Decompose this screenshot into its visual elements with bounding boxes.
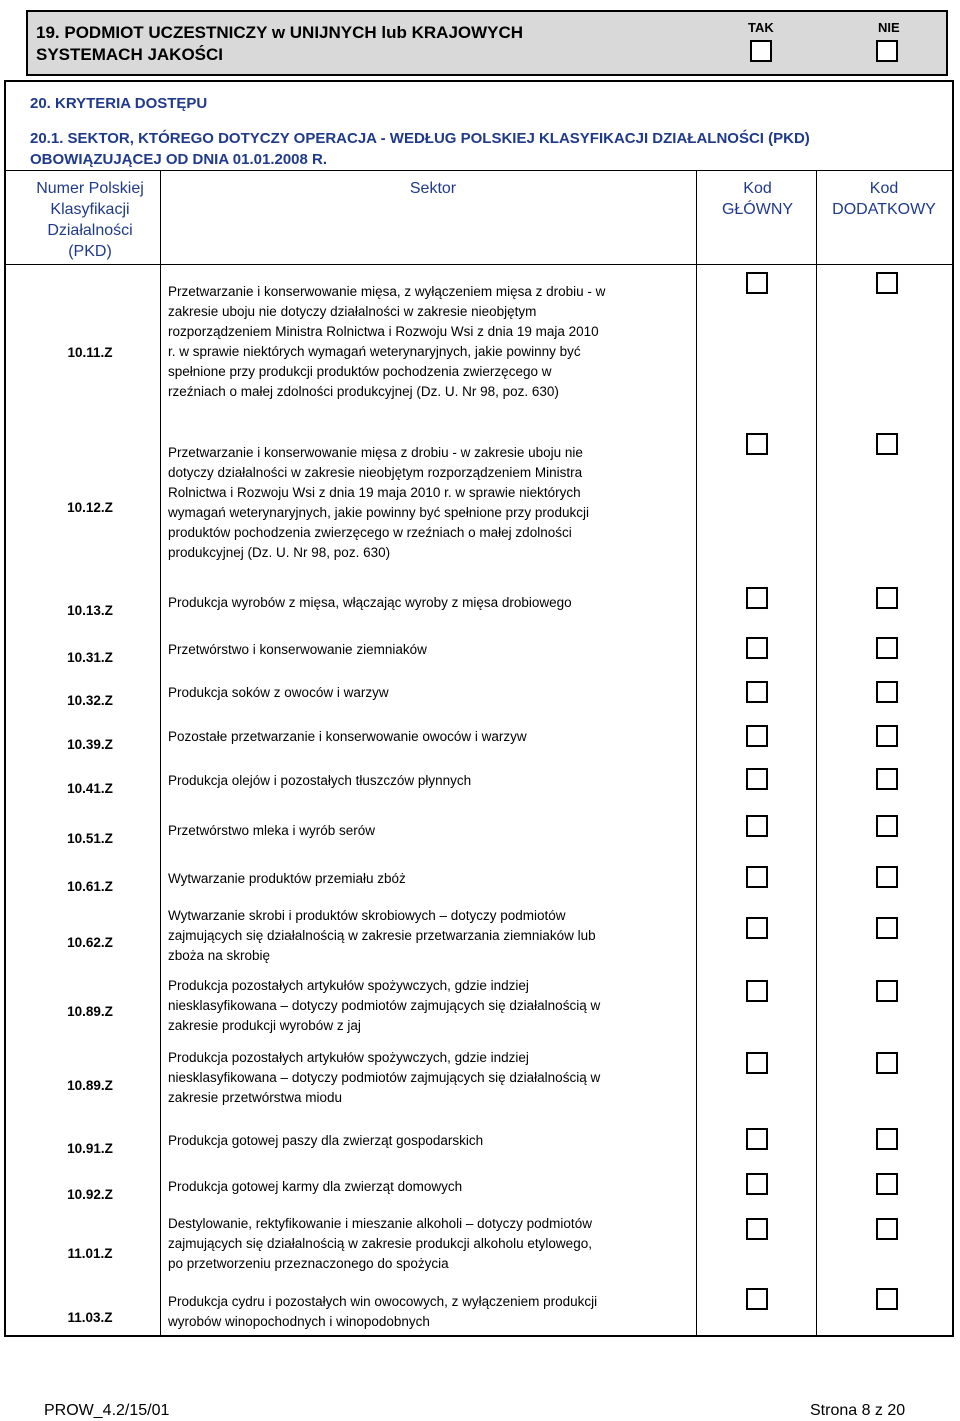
extra-code-line1: Kod	[869, 180, 899, 197]
yes-checkbox[interactable]	[750, 40, 772, 62]
pkd-code: 10.11.Z	[67, 345, 113, 360]
sector-description-line: niesklasyfikowana – dotyczy podmiotów zajmujących się działalnością w	[168, 998, 601, 1013]
main-code-checkbox[interactable]	[746, 1173, 768, 1195]
sector-description	[168, 443, 698, 563]
sector-description-line: rozporządzeniem Ministra Rolnictwa i Rozwoju Wsi z dnia 19 maja 2010	[168, 324, 599, 339]
extra-code-checkbox[interactable]	[876, 587, 898, 609]
sector-description	[168, 976, 698, 1036]
main-code-checkbox[interactable]	[746, 587, 768, 609]
extra-code-checkbox[interactable]	[876, 1218, 898, 1240]
sector-description-line: Produkcja pozostałych artykułów spożywczych, gdzie indziej	[168, 978, 529, 993]
extra-code-checkbox[interactable]	[876, 980, 898, 1002]
subsection-title-line1: 20.1. SEKTOR, KTÓREGO DOTYCZY OPERACJA - WEDŁUG POLSKIEJ KLASYFIKACJI DZIAŁALNOŚCI (PKD)	[30, 130, 810, 147]
sector-description-line: Produkcja soków z owoców i warzyw	[168, 685, 389, 700]
sector-description-line: Wytwarzanie skrobi i produktów skrobiowych – dotyczy podmiotów	[168, 908, 566, 923]
table-top-rule	[4, 170, 954, 171]
main-code-checkbox[interactable]	[746, 980, 768, 1002]
page-number: Strona 8 z 20	[810, 1402, 906, 1419]
column-header-main-code	[700, 178, 815, 220]
extra-code-checkbox[interactable]	[876, 866, 898, 888]
extra-code-checkbox[interactable]	[876, 725, 898, 747]
pkd-header-line1: Numer Polskiej	[36, 180, 144, 197]
subsection-title	[30, 128, 810, 170]
main-code-checkbox[interactable]	[746, 1218, 768, 1240]
sector-description-line: Przetwórstwo mleka i wyrób serów	[168, 823, 376, 838]
extra-code-checkbox[interactable]	[876, 637, 898, 659]
main-code-checkbox[interactable]	[746, 272, 768, 294]
sector-description-line: zboża na skrobię	[168, 948, 271, 963]
subsection-title-line2: OBOWIĄZUJĄCEJ OD DNIA 01.01.2008 R.	[30, 151, 328, 168]
pkd-code: 10.61.Z	[67, 879, 113, 894]
pkd-code: 10.62.Z	[67, 935, 113, 950]
table-divider-1	[160, 170, 161, 1337]
main-code-checkbox[interactable]	[746, 1052, 768, 1074]
main-code-checkbox[interactable]	[746, 725, 768, 747]
sector-description-line: Produkcja gotowej paszy dla zwierząt gospodarskich	[168, 1133, 484, 1148]
sector-description-line: r. w sprawie niektórych wymagań weterynaryjnych, jakie powinny być	[168, 344, 581, 359]
pkd-code: 10.92.Z	[67, 1187, 113, 1202]
pkd-header-line4: (PKD)	[68, 243, 112, 260]
main-code-checkbox[interactable]	[746, 681, 768, 703]
pkd-code: 10.32.Z	[67, 693, 113, 708]
extra-code-checkbox[interactable]	[876, 681, 898, 703]
sector-description	[168, 1131, 698, 1151]
column-header-pkd	[30, 178, 150, 262]
sector-description-line: Przetwórstwo i konserwowanie ziemniaków	[168, 642, 427, 657]
table-divider-3	[816, 170, 817, 1337]
extra-code-checkbox[interactable]	[876, 815, 898, 837]
pkd-code: 11.03.Z	[67, 1310, 113, 1325]
pkd-code: 10.91.Z	[67, 1141, 113, 1156]
sector-description	[168, 1177, 698, 1197]
sector-description-line: zakresie przetwórstwa miodu	[168, 1090, 343, 1105]
sector-description-line: zakresie uboju nie dotyczy działalności w zakresie nieobjętym	[168, 304, 537, 319]
sector-description-line: Wytwarzanie produktów przemiału zbóż	[168, 871, 406, 886]
extra-code-checkbox[interactable]	[876, 768, 898, 790]
extra-code-checkbox[interactable]	[876, 1288, 898, 1310]
pkd-code: 10.31.Z	[67, 650, 113, 665]
yes-label: TAK	[748, 20, 774, 35]
sector-description-line: Produkcja pozostałych artykułów spożywczych, gdzie indziej	[168, 1050, 529, 1065]
sector-description-line: Produkcja olejów i pozostałych tłuszczów płynnych	[168, 773, 472, 788]
sector-description	[168, 906, 698, 966]
sector-description-line: wymagań weterynaryjnych, jakie powinny być spełnione przy produkcji	[168, 505, 589, 520]
sector-description-line: spełnione przy produkcji produktów pochodzenia zwierzęcego w	[168, 364, 552, 379]
pkd-code: 10.12.Z	[67, 500, 113, 515]
main-code-checkbox[interactable]	[746, 433, 768, 455]
pkd-code: 10.39.Z	[67, 737, 113, 752]
section-19-title	[36, 22, 523, 66]
sector-description-line: rzeźniach o małej zdolności produkcyjnej (Dz. U. Nr 98, poz. 630)	[168, 384, 559, 399]
sector-description-line: Przetwarzanie i konserwowanie mięsa z drobiu - w zakresie uboju nie	[168, 445, 583, 460]
pkd-header-line3: Działalności	[47, 222, 133, 239]
main-code-checkbox[interactable]	[746, 815, 768, 837]
sector-description	[168, 1048, 698, 1108]
pkd-code: 11.01.Z	[67, 1246, 113, 1261]
sector-description	[168, 727, 698, 747]
sector-description-line: produkcyjnej (Dz. U. Nr 98, poz. 630)	[168, 545, 391, 560]
sector-description	[168, 593, 698, 613]
section-19-title-line1: 19. PODMIOT UCZESTNICZY w UNIJNYCH lub KRAJOWYCH	[36, 23, 524, 42]
pkd-code: 10.89.Z	[67, 1078, 113, 1093]
sector-description-line: dotyczy działalności w zakresie nieobjętym rozporządzeniem Ministra	[168, 465, 583, 480]
main-code-checkbox[interactable]	[746, 1288, 768, 1310]
sector-description-line: Produkcja gotowej karmy dla zwierząt domowych	[168, 1179, 463, 1194]
sector-description-line: wyrobów winopochodnych i winopodobnych	[168, 1314, 430, 1329]
main-code-line2: GŁÓWNY	[721, 201, 794, 218]
sector-description-line: produktów pochodzenia zwierzęcego w rzeźniach o małej zdolności	[168, 525, 572, 540]
extra-code-checkbox[interactable]	[876, 1052, 898, 1074]
sector-description	[168, 683, 698, 703]
main-code-checkbox[interactable]	[746, 768, 768, 790]
sector-description	[168, 282, 698, 402]
main-code-checkbox[interactable]	[746, 917, 768, 939]
form-id: PROW_4.2/15/01	[44, 1402, 170, 1419]
sector-description	[168, 869, 698, 889]
sector-description-line: Rolnictwa i Rozwoju Wsi z dnia 19 maja 2010 r. w sprawie niektórych	[168, 485, 581, 500]
sector-description	[168, 1214, 698, 1274]
main-code-checkbox[interactable]	[746, 1128, 768, 1150]
pkd-code: 10.13.Z	[67, 603, 113, 618]
sector-description-line: Produkcja wyrobów z mięsa, włączając wyroby z mięsa drobiowego	[168, 595, 572, 610]
sector-description-line: zajmujących się działalnością w zakresie przetwarzania ziemniaków lub	[168, 928, 596, 943]
extra-code-checkbox[interactable]	[876, 433, 898, 455]
extra-code-checkbox[interactable]	[876, 272, 898, 294]
pkd-header-line2: Klasyfikacji	[50, 201, 130, 218]
pkd-code: 10.41.Z	[67, 781, 113, 796]
extra-code-checkbox[interactable]	[876, 917, 898, 939]
sector-description-line: Przetwarzanie i konserwowanie mięsa, z wyłączeniem mięsa z drobiu - w	[168, 284, 606, 299]
sector-description-line: po przetworzeniu przeznaczonego do spożycia	[168, 1256, 449, 1271]
pkd-code: 10.89.Z	[67, 1004, 113, 1019]
sector-description-line: niesklasyfikowana – dotyczy podmiotów zajmujących się działalnością w	[168, 1070, 601, 1085]
no-checkbox[interactable]	[876, 40, 898, 62]
sector-description-line: Destylowanie, rektyfikowanie i mieszanie alkoholi – dotyczy podmiotów	[168, 1216, 592, 1231]
sector-description	[168, 640, 698, 660]
sector-description-line: Produkcja cydru i pozostałych win owocowych, z wyłączeniem produkcji	[168, 1294, 598, 1309]
pkd-code: 10.51.Z	[67, 831, 113, 846]
sector-description	[168, 771, 698, 791]
section-19-title-line2: SYSTEMACH JAKOŚCI	[36, 45, 224, 64]
main-code-checkbox[interactable]	[746, 637, 768, 659]
sector-description	[168, 1292, 698, 1332]
sector-description	[168, 821, 698, 841]
extra-code-checkbox[interactable]	[876, 1128, 898, 1150]
extra-code-line2: DODATKOWY	[832, 201, 936, 218]
section-19-header	[26, 10, 948, 76]
sector-description-line: zajmujących się działalnością w zakresie produkcji alkoholu etylowego,	[168, 1236, 592, 1251]
main-code-checkbox[interactable]	[746, 866, 768, 888]
table-header-rule	[4, 264, 954, 265]
criteria-title: 20. KRYTERIA DOSTĘPU	[30, 95, 208, 112]
sector-description-line: zakresie produkcji wyrobów z jaj	[168, 1018, 361, 1033]
extra-code-checkbox[interactable]	[876, 1173, 898, 1195]
main-code-line1: Kod	[743, 180, 772, 197]
sector-description-line: Pozostałe przetwarzanie i konserwowanie owoców i warzyw	[168, 729, 527, 744]
column-header-sector: Sektor	[409, 180, 457, 197]
column-header-extra-code	[818, 178, 950, 220]
no-label: NIE	[878, 20, 900, 35]
